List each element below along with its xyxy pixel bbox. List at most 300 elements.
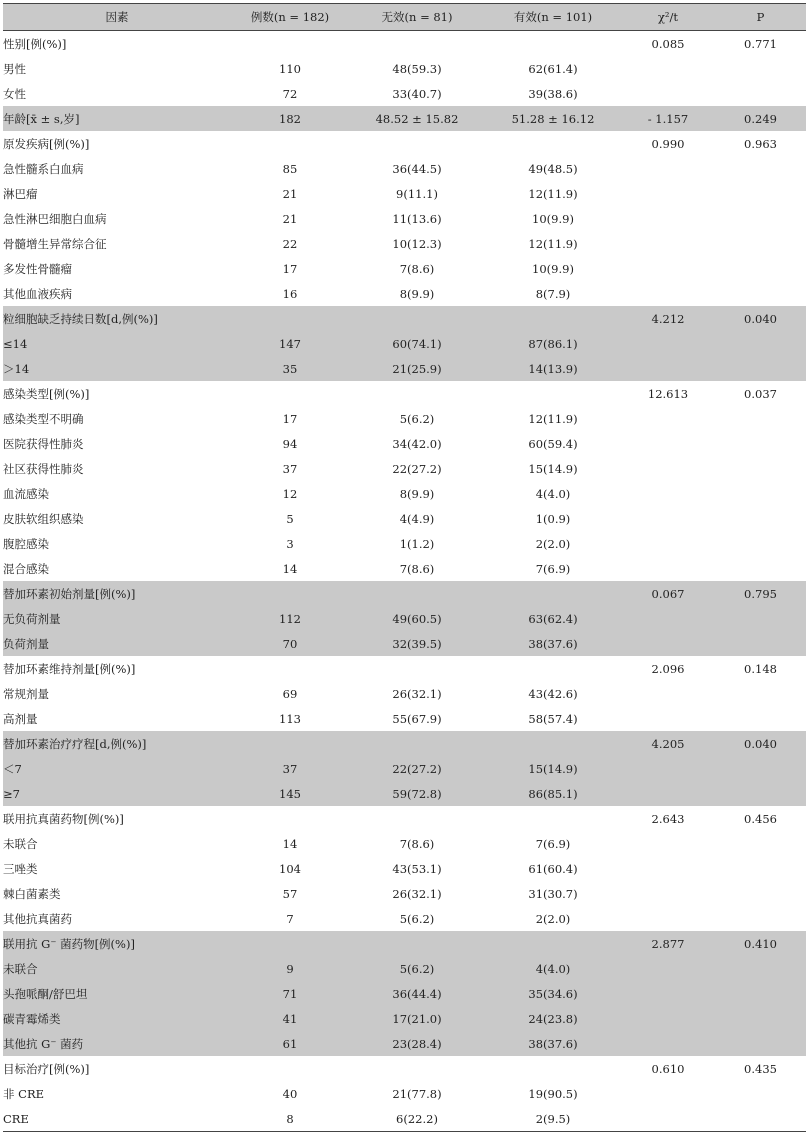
table-row [3,1031,806,1056]
cell-p-value [715,331,806,356]
cell-ineffective [349,806,485,831]
cell-p-value: 0.040 [715,731,806,756]
cell-factor: 高剂量 [3,711,38,726]
cell-effective: 51.28 ± 16.12 [485,106,621,131]
cell-chi-square [621,531,715,556]
cell-ineffective: 4(4.9) [399,511,435,526]
cell-effective: 19(90.5) [528,1086,578,1101]
cell-count: 57 [282,886,298,901]
cell-factor: 年龄[x̄ ± s,岁] [3,106,231,131]
cell-ineffective: 5(6.2) [399,411,435,426]
cell-ineffective: 7(8.6) [399,561,435,576]
cell-effective: 38(37.6) [485,1031,621,1056]
cell-ineffective: 59(72.8) [349,781,485,806]
cell-p-value [715,531,806,556]
cell-ineffective: 21(77.8) [392,1086,442,1101]
cell-ineffective [349,131,485,156]
cell-effective: 15(14.9) [485,756,621,781]
header-factor: 因素 [3,4,231,31]
cell-count: 71 [231,981,349,1006]
cell-effective: 86(85.1) [485,781,621,806]
cell-chi-square [621,756,715,781]
cell-effective: 35(34.6) [485,981,621,1006]
cell-count: 113 [279,711,301,726]
cell-effective: 14(13.9) [485,356,621,381]
cell-factor: ≤14 [3,331,231,356]
table-group-row [3,1056,806,1081]
cell-count [231,381,349,406]
cell-p-value: 0.456 [744,811,777,826]
cell-factor: 粒细胞缺乏持续日数[d,例(%)] [3,306,231,331]
cell-ineffective: 8(9.9) [399,486,435,501]
cell-ineffective: 7(8.6) [399,261,435,276]
table-row [3,856,806,881]
cell-factor: 多发性骨髓瘤 [3,261,72,276]
cell-p-value [715,506,806,531]
cell-count: 14 [282,836,298,851]
table-row [3,256,806,281]
cell-p-value [715,781,806,806]
cell-effective: 43(42.6) [528,686,578,701]
cell-effective: 60(59.4) [528,436,578,451]
cell-p-value: 0.410 [715,931,806,956]
table-row [3,331,806,356]
cell-count: 8 [231,1106,349,1132]
cell-effective: 8(7.9) [535,286,571,301]
table-row [3,56,806,81]
cell-chi-square [621,156,715,181]
cell-ineffective: 43(53.1) [392,861,442,876]
cell-count [231,306,349,331]
table-row [3,756,806,781]
cell-factor: 性别[例(%)] [3,36,67,51]
cell-count: 21 [282,186,298,201]
cell-p-value: 0.040 [715,306,806,331]
cell-effective [485,1056,621,1081]
cell-p-value [715,1031,806,1056]
cell-p-value [715,231,806,256]
cell-chi-square: 2.096 [651,661,685,676]
table-row [3,906,806,931]
cell-effective: 15(14.9) [528,461,578,476]
cell-chi-square [621,781,715,806]
cell-effective: 24(23.8) [485,1006,621,1031]
table-row [3,81,806,106]
cell-factor: 感染类型不明确 [3,411,84,426]
cell-effective: 10(9.9) [532,261,574,276]
cell-chi-square [621,1006,715,1031]
cell-factor: 血流感染 [3,486,49,501]
cell-chi-square [621,331,715,356]
cell-chi-square [621,281,715,306]
cell-factor: 骨髓增生异常综合征 [3,236,107,251]
cell-chi-square [621,1081,715,1106]
table-row [3,356,806,381]
cell-count: 17 [282,261,298,276]
cell-factor: 常规剂量 [3,686,49,701]
statistics-table [3,3,806,1132]
cell-effective: 7(6.9) [535,836,571,851]
header-ineffective: 无效(n = 81) [349,4,485,31]
cell-count: 69 [282,686,298,701]
cell-chi-square [621,481,715,506]
cell-factor: 替加环素维持剂量[例(%)] [3,661,136,676]
cell-chi-square [621,906,715,931]
table-row [3,681,806,706]
table-group-row [3,806,806,831]
cell-chi-square: - 1.157 [621,106,715,131]
cell-effective: 39(38.6) [528,86,578,101]
cell-effective [485,656,621,681]
cell-p-value [715,856,806,881]
cell-factor: 医院获得性肺炎 [3,436,84,451]
cell-chi-square [621,831,715,856]
header-p-value: P [715,4,806,31]
table-row [3,831,806,856]
cell-factor: 皮肤软组织感染 [3,511,84,526]
cell-effective [485,131,621,156]
cell-chi-square [621,856,715,881]
cell-ineffective: 22(27.2) [392,461,442,476]
cell-count: 70 [231,631,349,656]
cell-p-value [715,556,806,581]
cell-factor: 淋巴瘤 [3,186,38,201]
table-group-row [3,31,806,57]
cell-count: 147 [231,331,349,356]
cell-count: 22 [282,236,298,251]
table-header [3,4,806,31]
cell-effective: 2(2.0) [535,536,571,551]
cell-count: 104 [279,861,301,876]
cell-ineffective: 8(9.9) [399,286,435,301]
cell-effective [485,806,621,831]
table-group-row [3,381,806,406]
cell-factor: 男性 [3,61,26,76]
cell-count: 72 [282,86,298,101]
cell-p-value [715,681,806,706]
cell-factor: 棘白菌素类 [3,886,61,901]
table-group-row [3,581,806,606]
cell-chi-square [621,1106,715,1132]
header-row [3,4,806,31]
header-total-count: 例数(n = 182) [231,4,349,31]
cell-ineffective: 48.52 ± 15.82 [349,106,485,131]
table-group-row [3,131,806,156]
cell-chi-square [621,356,715,381]
cell-count: 37 [231,756,349,781]
cell-factor: 感染类型[例(%)] [3,386,90,401]
cell-count: 3 [286,536,294,551]
cell-p-value [715,431,806,456]
cell-count [231,656,349,681]
cell-count: 16 [282,286,298,301]
cell-factor: CRE [3,1106,231,1132]
cell-count: 182 [231,106,349,131]
cell-effective: 7(6.9) [535,561,571,576]
cell-factor: ≥7 [3,781,231,806]
cell-count: 12 [282,486,298,501]
cell-effective: 4(4.0) [535,486,571,501]
cell-chi-square [621,406,715,431]
cell-factor: 腹腔感染 [3,536,49,551]
cell-chi-square [621,206,715,231]
cell-chi-square: 12.613 [647,386,689,401]
cell-ineffective [349,731,485,756]
cell-count: 145 [231,781,349,806]
cell-ineffective: 11(13.6) [392,211,442,226]
cell-factor: 其他抗 G⁻ 菌药 [3,1031,231,1056]
cell-effective: 62(61.4) [528,61,578,76]
cell-ineffective: 1(1.2) [399,536,435,551]
table-row [3,181,806,206]
table-row [3,1006,806,1031]
cell-p-value [715,406,806,431]
cell-effective: 10(9.9) [532,211,574,226]
cell-effective: 31(30.7) [528,886,578,901]
cell-chi-square [621,631,715,656]
cell-ineffective [349,581,485,606]
cell-chi-square: 0.085 [651,36,685,51]
cell-ineffective: 9(11.1) [396,186,438,201]
cell-ineffective [349,31,485,57]
cell-factor: 替加环素治疗疗程[d,例(%)] [3,731,231,756]
cell-factor: 急性髓系白血病 [3,161,84,176]
cell-count: 35 [231,356,349,381]
cell-effective [485,731,621,756]
cell-ineffective: 22(27.2) [349,756,485,781]
table-row [3,981,806,1006]
cell-chi-square: 2.643 [651,811,685,826]
table-row [3,481,806,506]
cell-p-value [715,981,806,1006]
cell-p-value [715,831,806,856]
cell-chi-square [621,231,715,256]
cell-ineffective: 23(28.4) [349,1031,485,1056]
cell-effective: 4(4.0) [485,956,621,981]
cell-p-value [715,1106,806,1132]
cell-p-value [715,906,806,931]
cell-p-value [715,456,806,481]
cell-ineffective [349,931,485,956]
table-row [3,406,806,431]
cell-chi-square [621,181,715,206]
cell-chi-square [621,556,715,581]
cell-effective [485,931,621,956]
cell-count [231,731,349,756]
cell-chi-square [621,606,715,631]
cell-count: 7 [286,911,294,926]
cell-p-value [715,881,806,906]
cell-count [231,806,349,831]
cell-p-value [715,631,806,656]
cell-ineffective: 21(25.9) [349,356,485,381]
cell-count [231,931,349,956]
cell-chi-square [621,981,715,1006]
cell-factor: 无负荷剂量 [3,606,231,631]
cell-ineffective: 33(40.7) [392,86,442,101]
table-body [3,31,806,1132]
cell-factor: 原发疾病[例(%)] [3,136,90,151]
cell-p-value [715,356,806,381]
cell-chi-square [621,431,715,456]
cell-chi-square: 2.877 [621,931,715,956]
cell-p-value [715,756,806,781]
cell-factor: ＞14 [3,356,231,381]
cell-p-value [715,81,806,106]
cell-count: 85 [282,161,298,176]
cell-p-value [715,206,806,231]
cell-p-value: 0.249 [715,106,806,131]
cell-p-value [715,56,806,81]
cell-chi-square: 0.990 [651,136,685,151]
cell-chi-square: 0.067 [621,581,715,606]
table-row [3,456,806,481]
table-row [3,531,806,556]
cell-factor: 未联合 [3,956,231,981]
cell-ineffective: 36(44.4) [349,981,485,1006]
cell-chi-square [621,256,715,281]
cell-ineffective [349,1056,485,1081]
cell-p-value [715,1081,806,1106]
cell-effective [485,381,621,406]
header-chi-square-t: χ²/t [621,4,715,31]
cell-ineffective: 6(22.2) [349,1106,485,1132]
cell-factor: 替加环素初始剂量[例(%)] [3,581,231,606]
cell-ineffective: 36(44.5) [392,161,442,176]
table-group-row [3,931,806,956]
cell-effective: 38(37.6) [485,631,621,656]
cell-count: 110 [279,61,301,76]
cell-ineffective: 17(21.0) [349,1006,485,1031]
cell-effective: 12(11.9) [528,186,578,201]
cell-ineffective: 5(6.2) [399,911,435,926]
cell-p-value: 0.037 [744,386,777,401]
cell-p-value: 0.771 [744,36,777,51]
table-row [3,556,806,581]
cell-factor: 混合感染 [3,561,49,576]
cell-chi-square [621,456,715,481]
table-row [3,956,806,981]
cell-count: 112 [231,606,349,631]
table-row [3,781,806,806]
cell-effective [485,581,621,606]
cell-ineffective: 26(32.1) [392,886,442,901]
cell-factor: 联用抗真菌药物[例(%)] [3,811,124,826]
cell-ineffective: 34(42.0) [392,436,442,451]
table-group-row [3,731,806,756]
cell-ineffective: 48(59.3) [392,61,442,76]
cell-effective: 12(11.9) [528,236,578,251]
cell-count: 17 [282,411,298,426]
cell-effective: 49(48.5) [528,161,578,176]
table-group-row [3,306,806,331]
cell-p-value: 0.435 [744,1061,777,1076]
cell-ineffective: 60(74.1) [349,331,485,356]
cell-count: 61 [231,1031,349,1056]
table-row [3,156,806,181]
cell-ineffective: 10(12.3) [392,236,442,251]
cell-factor: 未联合 [3,836,38,851]
cell-factor: 其他血液疾病 [3,286,72,301]
cell-chi-square [621,81,715,106]
cell-ineffective [349,656,485,681]
cell-effective: 87(86.1) [485,331,621,356]
cell-count: 5 [286,511,294,526]
cell-factor: 头孢哌酮/舒巴坦 [3,981,231,1006]
table-row [3,206,806,231]
cell-effective [485,306,621,331]
cell-factor: 女性 [3,86,26,101]
cell-ineffective: 26(32.1) [392,686,442,701]
cell-chi-square: 4.205 [621,731,715,756]
table-row [3,431,806,456]
cell-chi-square [621,881,715,906]
cell-chi-square: 0.610 [651,1061,685,1076]
cell-effective: 12(11.9) [528,411,578,426]
cell-p-value [715,956,806,981]
cell-p-value [715,281,806,306]
cell-chi-square [621,506,715,531]
cell-factor: 目标治疗[例(%)] [3,1061,90,1076]
cell-chi-square [621,681,715,706]
cell-count [231,31,349,57]
cell-count: 40 [282,1086,298,1101]
cell-chi-square [621,1031,715,1056]
cell-p-value [715,606,806,631]
cell-p-value [715,156,806,181]
table-row [3,1106,806,1132]
cell-p-value [715,706,806,731]
cell-chi-square [621,956,715,981]
cell-ineffective: 32(39.5) [349,631,485,656]
table-row [3,506,806,531]
table-row [3,231,806,256]
cell-effective: 63(62.4) [485,606,621,631]
cell-count: 14 [282,561,298,576]
cell-ineffective [349,306,485,331]
cell-p-value: 0.963 [744,136,777,151]
cell-chi-square [621,706,715,731]
cell-p-value: 0.148 [744,661,777,676]
cell-factor: 非 CRE [3,1086,45,1101]
cell-ineffective [349,381,485,406]
cell-factor: 联用抗 G⁻ 菌药物[例(%)] [3,931,231,956]
cell-chi-square: 4.212 [621,306,715,331]
cell-effective: 58(57.4) [528,711,578,726]
header-effective: 有效(n = 101) [485,4,621,31]
cell-factor: 社区获得性肺炎 [3,461,84,476]
cell-count [231,1056,349,1081]
table-row [3,631,806,656]
cell-effective: 2(2.0) [535,911,571,926]
cell-count: 41 [231,1006,349,1031]
table-row [3,281,806,306]
table-row [3,606,806,631]
cell-effective: 1(0.9) [535,511,571,526]
cell-factor: 负荷剂量 [3,631,231,656]
cell-p-value [715,256,806,281]
table-row [3,1081,806,1106]
cell-factor: 急性淋巴细胞白血病 [3,211,107,226]
cell-count: 37 [282,461,298,476]
cell-ineffective: 55(67.9) [392,711,442,726]
cell-factor: ＜7 [3,756,231,781]
cell-chi-square [621,56,715,81]
cell-count: 9 [231,956,349,981]
cell-ineffective: 5(6.2) [349,956,485,981]
table-group-row [3,106,806,131]
cell-effective [485,31,621,57]
